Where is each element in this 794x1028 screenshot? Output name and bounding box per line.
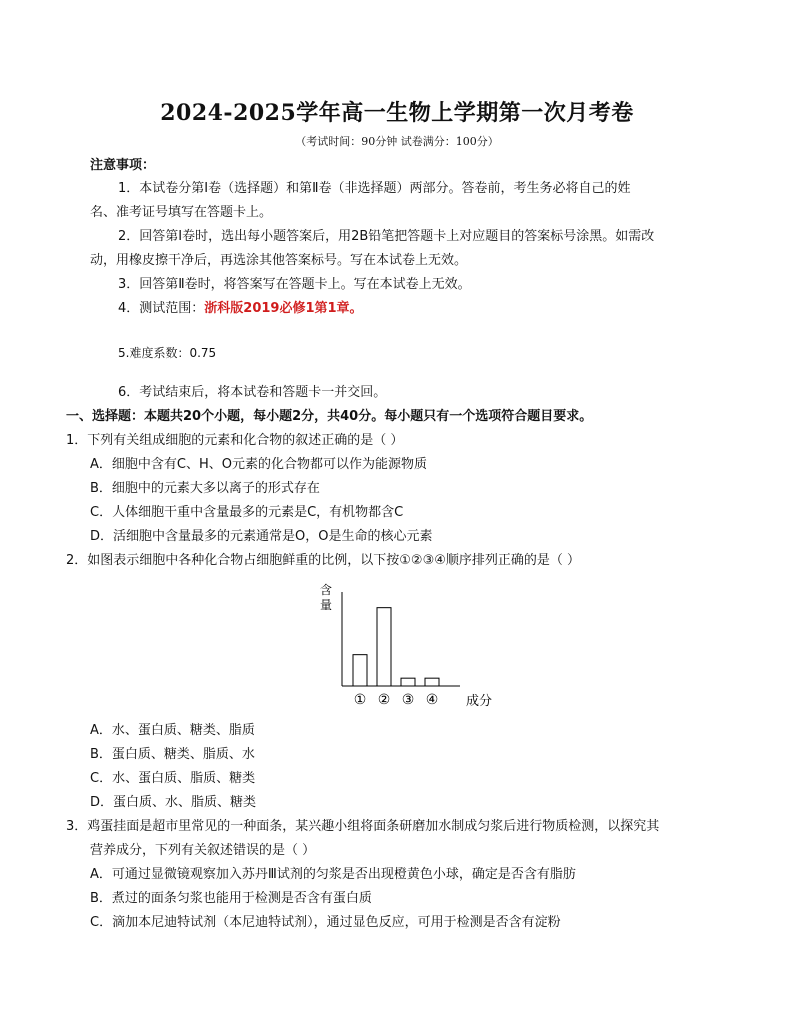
q3-option-b: B．煮过的面条匀浆也能用于检测是否含有蛋白质 [90, 891, 372, 906]
q2-option-c: C．水、蛋白质、脂质、糖类 [90, 771, 256, 786]
note-1-line-1: 1．本试卷分第Ⅰ卷（选择题）和第Ⅱ卷（非选择题）两部分。答卷前，考生务必将自己的姓 [118, 181, 631, 196]
note-3: 3．回答第Ⅱ卷时，将答案写在答题卡上。写在本试卷上无效。 [118, 277, 471, 292]
bar-3 [401, 678, 415, 686]
bar-4 [425, 678, 439, 686]
q1-stem: 1．下列有关组成细胞的元素和化合物的叙述正确的是（ ） [66, 433, 404, 448]
category-label-4: ④ [425, 692, 439, 708]
exam-info: （考试时间：90分钟 试卷满分：100分） [295, 135, 499, 148]
y-axis-label: 含量 [320, 583, 333, 612]
q2-option-b: B．蛋白质、糖类、脂质、水 [90, 747, 255, 762]
bar-1 [353, 655, 367, 686]
note-4 [118, 300, 363, 318]
q2-option-d: D．蛋白质、水、脂质、糖类 [90, 795, 257, 810]
q1-option-b: B．细胞中的元素大多以离子的形式存在 [90, 481, 320, 496]
q1-option-d: D．活细胞中含量最多的元素通常是O，O是生命的核心元素 [90, 529, 433, 544]
notes-heading: 注意事项： [90, 158, 156, 173]
x-axis-label: 成分 [466, 694, 493, 709]
bar-2 [377, 608, 391, 686]
q3-option-a: A．可通过显微镜观察加入苏丹Ⅲ试剂的匀浆是否出现橙黄色小球，确定是否含有脂肪 [90, 867, 576, 882]
q1-option-a: A．细胞中含有C、H、O元素的化合物都可以作为能源物质 [90, 457, 427, 472]
category-label-3: ③ [401, 692, 415, 708]
q2-stem: 2．如图表示细胞中各种化合物占细胞鲜重的比例，以下按①②③④顺序排列正确的是（ ） [66, 553, 581, 568]
note-4-scope: 浙科版2019必修1第1章。 [204, 301, 363, 316]
note-1-line-2: 名、准考证号填写在答题卡上。 [90, 205, 273, 220]
note-5: 5.难度系数：0.75 [118, 346, 217, 360]
page-title: 2024-2025学年高一生物上学期第一次月考卷 [160, 100, 634, 126]
q2-option-a: A．水、蛋白质、糖类、脂质 [90, 723, 255, 738]
note-4-prefix: 4．测试范围： [118, 301, 205, 316]
q1-option-c: C．人体细胞干重中含量最多的元素是C，有机物都含C [90, 505, 404, 520]
q3-option-c: C．滴加本尼迪特试剂（本尼迪特试剂），通过显色反应，可用于检测是否含有淀粉 [90, 915, 561, 930]
category-label-2: ② [377, 692, 391, 708]
note-6: 6．考试结束后，将本试卷和答题卡一并交回。 [118, 385, 387, 400]
category-label-1: ① [353, 692, 367, 708]
q2-bar-chart [310, 580, 510, 712]
note-2-line-2: 动，用橡皮擦干净后，再选涂其他答案标号。写在本试卷上无效。 [90, 253, 468, 268]
note-2-line-1: 2．回答第Ⅰ卷时，选出每小题答案后，用2B铅笔把答题卡上对应题目的答案标号涂黑。如需改 [118, 229, 655, 244]
section-1-heading: 一、选择题：本题共20个小题，每小题2分，共40分。每小题只有一个选项符合题目要求。 [66, 409, 593, 424]
q3-stem-line-2: 营养成分，下列有关叙述错误的是（ ） [90, 843, 316, 858]
q3-stem-line-1: 3．鸡蛋挂面是超市里常见的一种面条，某兴趣小组将面条研磨加水制成匀浆后进行物质检测，以探究其 [66, 819, 660, 834]
